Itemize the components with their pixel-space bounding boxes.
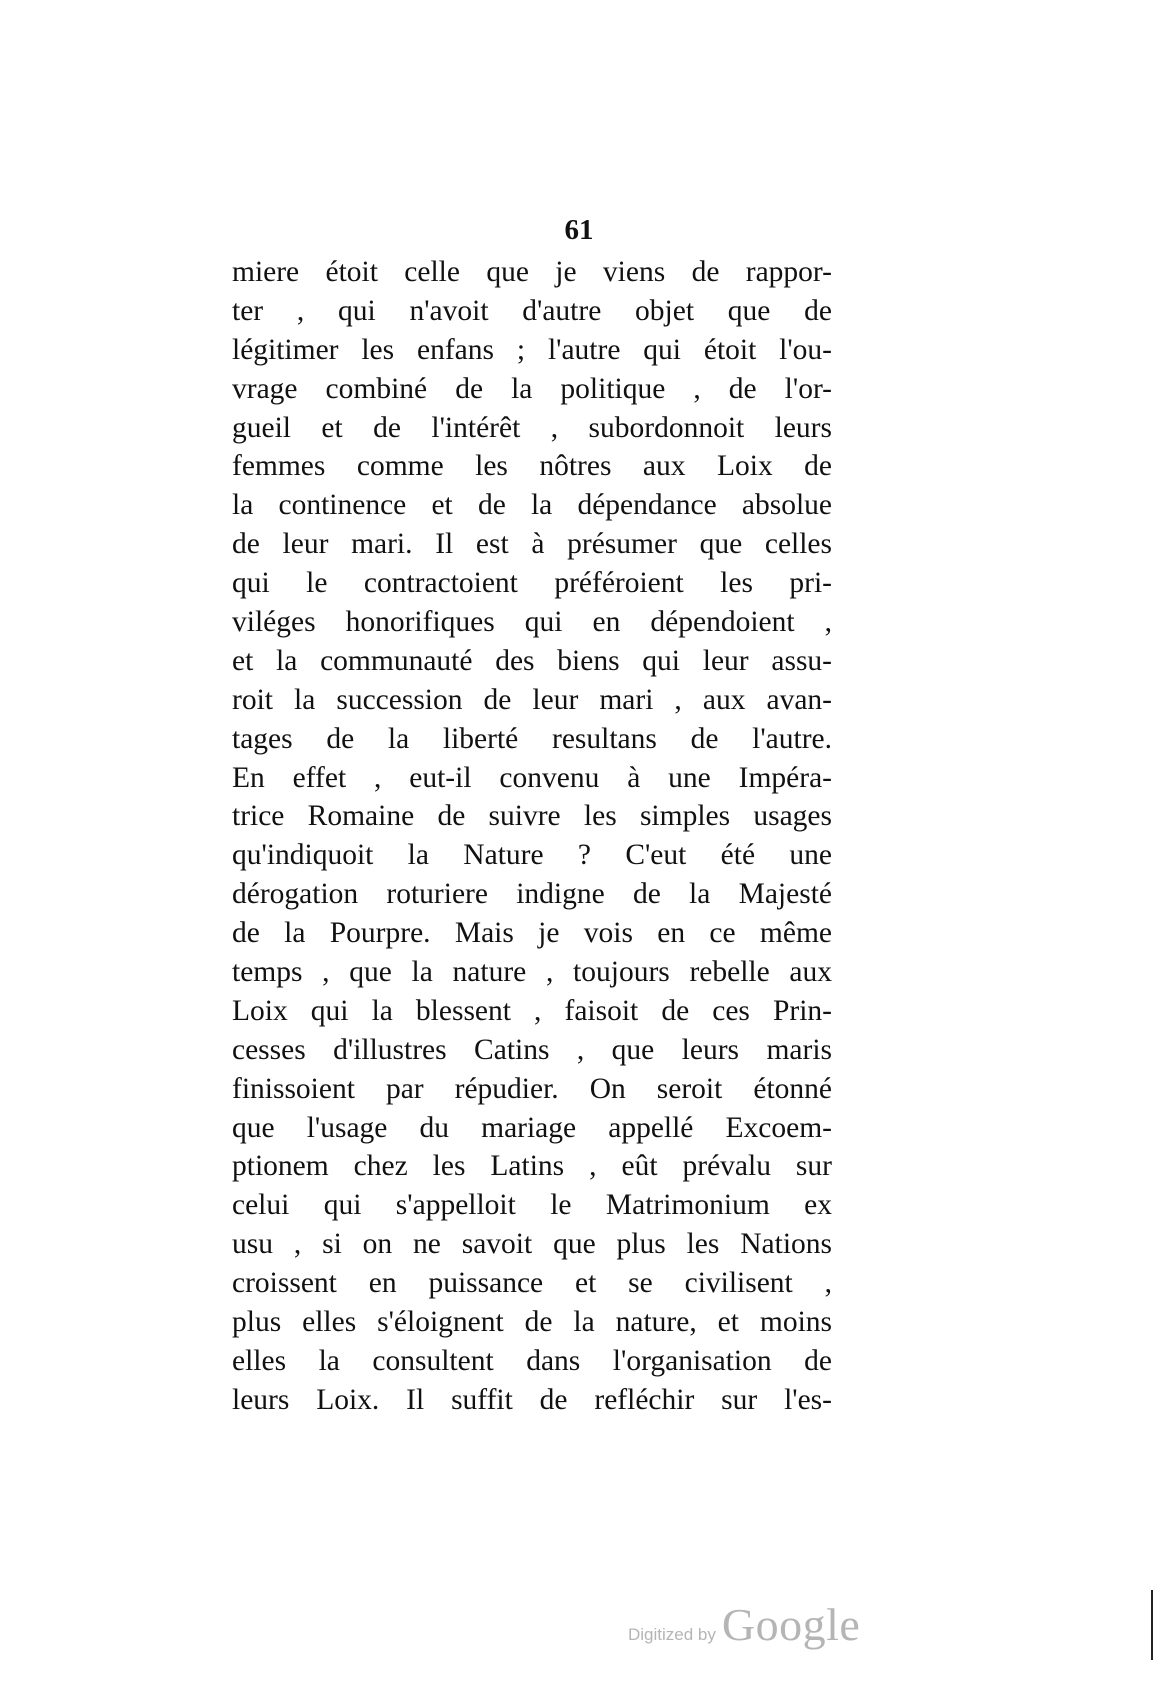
text-line-20: Loix qui la blessent , faisoit de ces Prin-: [232, 994, 832, 1027]
text-line-12: roit la succession de leur mari , aux avan-: [232, 683, 832, 716]
text-line-10: viléges honorifiques qui en dépendoient ,: [232, 606, 832, 639]
digitized-by-google-watermark: [628, 1598, 860, 1658]
text-line-25: celui qui s'appelloit le Matrimonium ex: [232, 1189, 832, 1222]
text-line-27: croissent en puissance et se civilisent ,: [232, 1267, 832, 1300]
text-line-26: usu , si on ne savoit que plus les Nations: [232, 1228, 832, 1261]
text-line-2: ter , qui n'avoit d'autre objet que de: [232, 294, 832, 327]
text-line-29: elles la consultent dans l'organisation de: [232, 1344, 832, 1377]
text-line-9: qui le contractoient préféroient les pri-: [232, 567, 832, 600]
google-logo: Google: [721, 1599, 861, 1650]
text-line-23: que l'usage du mariage appellé Excoem-: [232, 1111, 832, 1144]
text-line-11: et la communauté des biens qui leur assu-: [232, 644, 832, 677]
text-line-18: de la Pourpre. Mais je vois en ce même: [232, 917, 832, 950]
text-line-4: vrage combiné de la politique , de l'or-: [232, 372, 832, 405]
text-line-13: tages de la liberté resultans de l'autre.: [232, 722, 832, 755]
text-line-30: leurs Loix. Il suffit de refléchir sur l'es-: [232, 1383, 832, 1416]
text-line-16: qu'indiquoit la Nature ? C'eut été une: [232, 839, 832, 872]
text-line-28: plus elles s'éloignent de la nature, et moins: [232, 1306, 832, 1339]
text-line-15: trice Romaine de suivre les simples usages: [232, 800, 832, 833]
watermark-prefix: Digitized by: [628, 1625, 716, 1644]
text-line-1: miere étoit celle que je viens de rappor-: [232, 256, 832, 288]
text-line-17: dérogation roturiere indigne de la Majesté: [232, 878, 832, 911]
text-line-19: temps , que la nature , toujours rebelle aux: [232, 956, 832, 989]
body-text: [232, 253, 832, 1420]
text-line-22: finissoient par répudier. On seroit étonné: [232, 1072, 832, 1105]
text-line-8: de leur mari. Il est à présumer que celles: [232, 528, 832, 561]
page-edge-mark: [1151, 1590, 1153, 1660]
text-line-7: la continence et de la dépendance absolue: [232, 489, 832, 522]
text-line-21: cesses d'illustres Catins , que leurs maris: [232, 1033, 832, 1066]
text-line-6: femmes comme les nôtres aux Loix de: [232, 450, 832, 483]
page-number: 61: [564, 214, 594, 246]
text-line-24: ptionem chez les Latins , eût prévalu sur: [232, 1150, 832, 1183]
text-line-3: légitimer les enfans ; l'autre qui étoit l'ou-: [232, 333, 832, 366]
text-line-5: gueil et de l'intérêt , subordonnoit leurs: [232, 411, 832, 444]
text-line-14: En effet , eut-il convenu à une Impéra-: [232, 761, 832, 794]
